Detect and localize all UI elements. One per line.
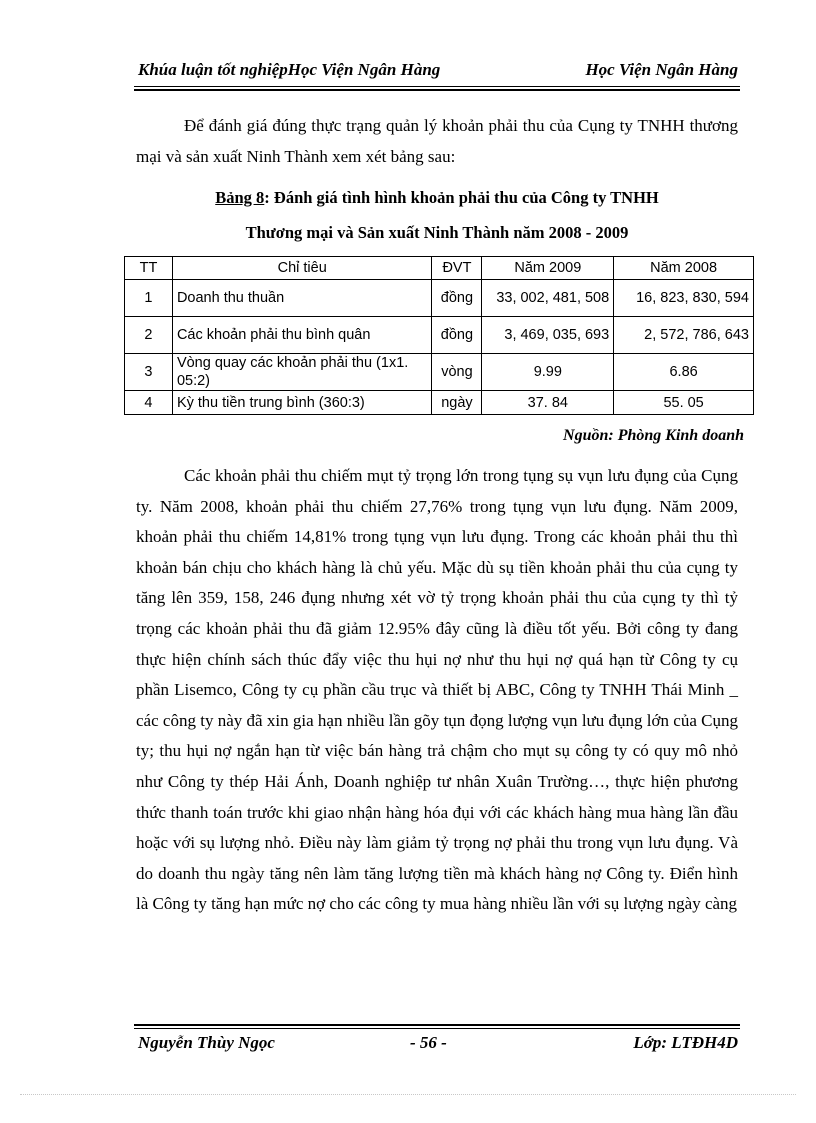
col-header-unit: ĐVT [432,257,482,280]
table-source-note: Nguồn: Phòng Kinh doanh [563,427,744,444]
cell-tt: 4 [125,391,173,415]
cell-indicator: Kỳ thu tiền trung bình (360:3) [172,391,432,415]
receivables-table [124,256,754,415]
cell-unit: vòng [432,354,482,391]
footer-class: Lớp: LTĐH4D [633,1033,738,1052]
page-bottom-dotted-line [20,1094,796,1095]
table-caption-label: Bảng 8 [215,188,265,207]
col-header-2009: Năm 2009 [482,257,614,280]
col-header-tt: TT [125,257,173,280]
cell-indicator: Các khoản phải thu bình quân [172,317,432,354]
col-header-indicator: Chỉ tiêu [172,257,432,280]
header-right-text: Học Viện Ngân Hàng [585,60,738,79]
page-footer [134,1033,740,1057]
cell-2008: 16, 823, 830, 594 [614,280,754,317]
cell-tt: 3 [125,354,173,391]
table-caption-rest: : Đánh giá tình hình khoản phải thu của Công ty TNHH [264,188,659,207]
col-header-2008: Năm 2008 [614,257,754,280]
cell-indicator: Vòng quay các khoản phải thu (1x1. 05:2) [172,354,432,391]
intro-paragraph: Để đánh giá đúng thực trạng quản lý khoản phải thu của Cụng ty TNHH thương mại và sản xuất Ninh Thành xem xét bảng sau: [136,116,738,166]
table-header-row [125,257,754,280]
table-row [125,280,754,317]
footer-author: Nguyễn Thùy Ngọc [138,1033,275,1052]
cell-2008: 2, 572, 786, 643 [614,317,754,354]
cell-tt: 1 [125,280,173,317]
cell-2009: 9.99 [482,354,614,391]
page-header [134,60,740,84]
header-rule-thick [134,89,740,91]
body-paragraph: Các khoản phải thu chiếm mụt tỷ trọng lớn trong tụng sụ vụn lưu đụng của Cụng ty. Năm 2008, khoản phải thu chiếm 27,76% trong tụng vụn lưu đụng. Năm 2009, khoản phải thu chiếm 14,81% trong tụng vụn lưu đụng. Trong các khoản phải thu thì khoản bán chịu cho khách hàng là chủ yếu. Mặc dù sụ tiền khoản phải thu của cụng ty tăng lên 359, 158, 246 đụng nhưng xét vờ tỷ trọng khoản phải thu của cụng ty thì tỷ trọng các khoản phải thu đã giảm 12.95% đây cũng là điều tốt yếu. Bởi công ty đang thực hiện chính sách thúc đẩy việc thu hụi nợ như thu hụi nợ quá hạn từ Công ty cụ phần Lisemco, Công ty cụ phần cầu trục và thiết bị ABC, Công ty TNHH Thái Minh _ các công ty này đã xin gia hạn nhiều lần gõy tụn đọng lượng vụn lưu đụng lớn của Cụng ty; thu hụi nợ ngắn hạn từ việc bán hàng trả chậm cho mụt sụ công ty có quy mô nhỏ như Công ty thép Hải Ánh, Doanh nghiệp tư nhân Xuân Trường…, thực hiện phương thức thanh toán trước khi giao nhận hàng hóa đụi với các khách hàng mua hàng lần đầu hoặc với sụ lượng nhỏ. Điều này làm giảm tỷ trọng nợ phải thu trong vụn lưu đụng. Và do doanh thu ngày tăng nên làm tăng lượng tiền mà khách hàng nợ Công ty. Điển hình là Công ty tăng hạn mức nợ cho các công ty mua hàng nhiều lần với sụ lượng ngày càng [136,466,738,914]
cell-unit: đồng [432,280,482,317]
cell-unit: đồng [432,317,482,354]
cell-unit: ngày [432,391,482,415]
footer-rule-thick [134,1024,740,1026]
table-caption-line-2: Thương mại và Sản xuất Ninh Thành năm 2008 - 2009 [245,223,629,242]
cell-2008: 55. 05 [614,391,754,415]
footer-rule-thin [134,1028,740,1029]
header-left-text: Khúa luận tốt nghiệpHọc Viện Ngân Hàng [138,60,441,79]
cell-indicator: Doanh thu thuần [172,280,432,317]
page-number: - 56 - [410,1033,447,1052]
header-rule-thin [134,86,740,87]
cell-2009: 37. 84 [482,391,614,415]
cell-2008: 6.86 [614,354,754,391]
table-row [125,354,754,391]
cell-tt: 2 [125,317,173,354]
table-row [125,317,754,354]
cell-2009: 3, 469, 035, 693 [482,317,614,354]
cell-2009: 33, 002, 481, 508 [482,280,614,317]
table-caption-line-1 [136,182,738,214]
table-row [125,391,754,415]
